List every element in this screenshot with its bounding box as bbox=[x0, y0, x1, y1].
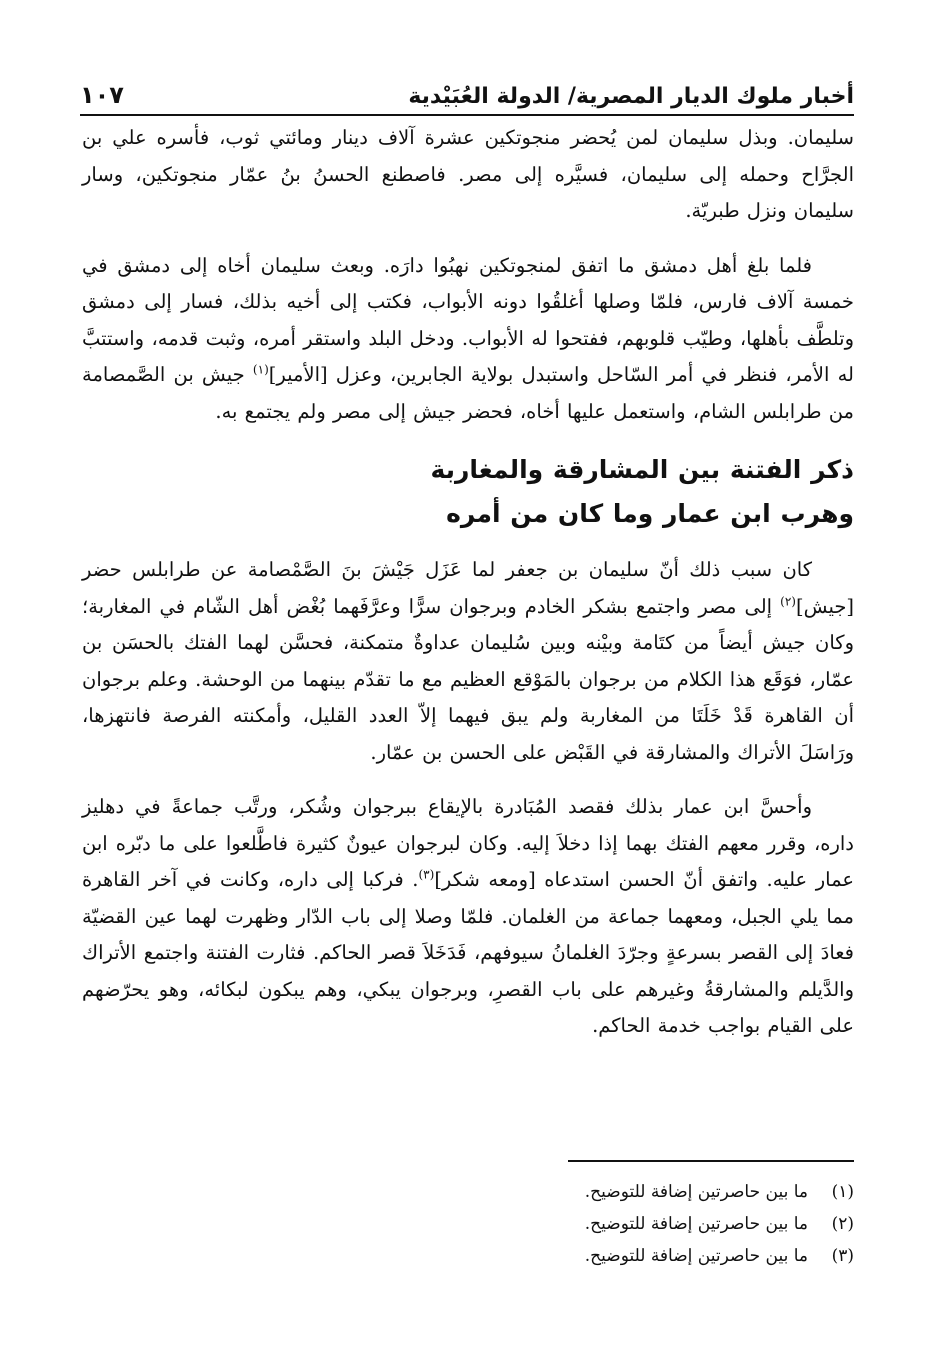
footnote-text: ما بين حاصرتين إضافة للتوضيح. bbox=[584, 1214, 808, 1234]
footnotes bbox=[354, 1176, 854, 1272]
paragraph-2-part-a: فلما بلغ أهل دمشق ما اتفق لمنجوتكين نهبُوا دارَه. وبعث سليمان أخاه إلى دمشق في خمسة آلاف فارس، فلمّا وصلها أغلقُوا دونه الأبواب، فكتب إلى أخيه بذلك، فسار إلى دمشق وتلطَّف بأهلها، وطيّب قلوبهم، ففتحوا له الأبواب. ودخل البلد واستقر أمره، وثبت قدمه، واستتبَّ له الأمر، فنظر في أمر السّاحل واستبدل بولاية الجابرين، وعزل [الأمير] bbox=[82, 253, 855, 386]
footnote-ref-2: (٢) bbox=[780, 594, 796, 608]
body-text bbox=[82, 120, 854, 1045]
paragraph-4-part-b: . فركبا إلى داره، وكانت في آخر القاهرة مما يلي الجبل، ومعهما جماعة من الغلمان. فلمّا وصلا إلى باب الدّار وظهرت لهما عين القضيّة فعادَ إلى القصر بسرعةٍ وجرّدَ الغلمانُ سيوفهم، فَدَخَلاَ قصر الحاكم. فثارت الفتنة واجتمع الأتراك والدَّيلم والمشارقةُ وغيرهم على باب القصرِ، وبرجوان يبكي، وهم يبكون لبكائه، وهو يحرّضهم على القيام بواجب خدمة الحاكم. bbox=[82, 868, 854, 1037]
footnote bbox=[354, 1240, 854, 1272]
footnote-number: (١) bbox=[831, 1182, 854, 1202]
footnote-ref-3: (٣) bbox=[418, 867, 435, 882]
paragraph-3-part-a: كان سبب ذلك أنّ سليمان بن جعفر لما عَزَل جَيْشَ بنَ الصَّمْصامة عن طرابلس حضر [جيش] bbox=[82, 558, 854, 618]
paragraph-3 bbox=[82, 552, 854, 771]
footnote-text: ما بين حاصرتين إضافة للتوضيح. bbox=[584, 1246, 808, 1266]
footnote-number: (٢) bbox=[831, 1214, 854, 1234]
paragraph-3-part-b: إلى مصر واجتمع بشكر الخادم وبرجوان سرًّا وعرَّفَهما بُغْض أهل الشّام في المغاربة؛ وكان جيش أيضاً من كتَامة وبيْنه وبين سُليمان عداوةٌ متمكنة، فحسَّن لهما الفتك بالحسَن بن عمّار، فوَقَع هذا الكلام من برجوان بالمَوْقع العظيم مع ما تقدّم بينهما من الوحشة. وعلم برجوان أن القاهرة قَدْ خَلَتَا من المغاربة ولم يبق فيهما إلاّ العدد القليل، وأمكنته الفرصة فانتهزها، ورَاسَلَ الأتراك والمشارقة في القَبْض على الحسن بن عمّار. bbox=[82, 594, 854, 764]
running-header bbox=[80, 66, 854, 116]
footnote bbox=[354, 1176, 854, 1208]
page-number: ١٠٧ bbox=[80, 81, 124, 110]
footnote-divider bbox=[568, 1160, 854, 1162]
footnote-text: ما بين حاصرتين إضافة للتوضيح. bbox=[584, 1182, 808, 1202]
paragraph-4 bbox=[82, 789, 854, 1045]
header-title: أخبار ملوك الديار المصرية/ الدولة العُبَيْدية bbox=[408, 83, 854, 109]
footnote-number: (٣) bbox=[831, 1246, 854, 1266]
section-heading-line-2: وهرب ابن عمار وما كان من أمره bbox=[446, 499, 854, 528]
footnote-ref-1: (١) bbox=[252, 362, 269, 377]
section-heading-line-1: ذكر الفتنة بين المشارقة والمغاربة bbox=[430, 455, 854, 484]
paragraph-1: سليمان. وبذل سليمان لمن يُحضر منجوتكين عشرة آلاف دينار ومائتي ثوب، فأسره علي بن الجرَّاح وحمله إلى سليمان، فسيَّره إلى مصر. فاصطنع الحسنُ بنُ عمّار منجوتكين، وسار سليمان ونزل طبريّة. bbox=[82, 126, 854, 222]
paragraph-2-part-b: جيش بن الصَّمصامة من طرابلس الشام، واستعمل عليها أخاه، فحضر جيش إلى مصر ولم يجتمع به. bbox=[82, 363, 854, 423]
paragraph-2 bbox=[82, 248, 854, 431]
section-heading bbox=[82, 448, 854, 536]
footnote bbox=[354, 1208, 854, 1240]
paragraph-4-part-a: وأحسَّ ابن عمار بذلك فقصد المُبَادرة بالإيقاع ببرجوان وشُكر، ورتَّب جماعةً في دهليز داره، وقرر معهم الفتك بهما إذا دخلاَ إليه. وكان لبرجوان عيونٌ كثيرة فاطَّلعوا على ما دبّره ابن عمار عليه. واتفق أنّ الحسن استدعاه [ومعه شكر] bbox=[82, 795, 854, 891]
